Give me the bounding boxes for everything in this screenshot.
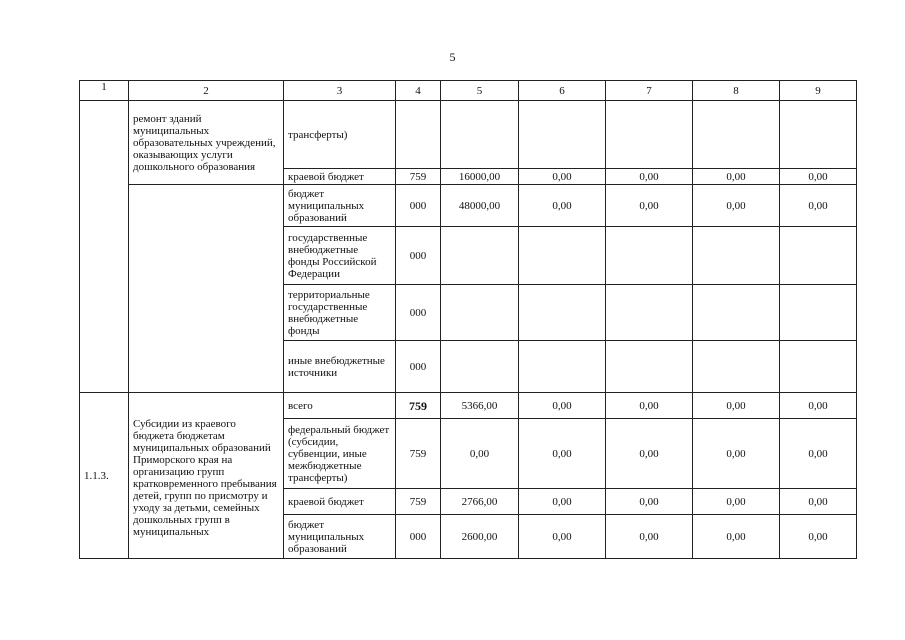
funding-source: бюджет муниципальных образований [284, 185, 396, 227]
value-cell [519, 227, 606, 285]
value-cell [780, 101, 857, 169]
funding-source: краевой бюджет [284, 489, 396, 515]
value-cell: 2600,00 [441, 515, 519, 559]
header-cell: 3 [284, 81, 396, 101]
value-cell: 0,00 [780, 489, 857, 515]
value-cell [780, 341, 857, 393]
page-number: 5 [449, 50, 456, 64]
value-cell: 0,00 [606, 185, 693, 227]
value-cell: 0,00 [693, 393, 780, 419]
value-cell: 0,00 [606, 515, 693, 559]
budget-code: 000 [396, 515, 441, 559]
value-cell [441, 101, 519, 169]
value-cell [606, 341, 693, 393]
budget-code: 000 [396, 227, 441, 285]
value-cell: 48000,00 [441, 185, 519, 227]
funding-source: территориальные государственные внебюджетные фонды [284, 285, 396, 341]
item-description: Субсидии из краевого бюджета бюджетам муниципальных образований Приморского края на организацию групп кратковременного пребывания детей, групп по присмотру и уходу за детьми, семейных дошкольных групп в муниципальных [129, 393, 284, 559]
value-cell: 0,00 [693, 169, 780, 185]
value-cell: 0,00 [606, 419, 693, 489]
value-cell [441, 341, 519, 393]
budget-code: 759 [396, 419, 441, 489]
header-cell: 6 [519, 81, 606, 101]
value-cell: 5366,00 [441, 393, 519, 419]
value-cell: 0,00 [441, 419, 519, 489]
budget-code: 759 [396, 169, 441, 185]
value-cell: 2766,00 [441, 489, 519, 515]
budget-code: 000 [396, 285, 441, 341]
value-cell [693, 101, 780, 169]
value-cell [780, 227, 857, 285]
value-cell: 0,00 [519, 185, 606, 227]
budget-code: 000 [396, 341, 441, 393]
table-row [80, 185, 857, 227]
value-cell: 0,00 [780, 393, 857, 419]
budget-code [396, 101, 441, 169]
value-cell: 0,00 [780, 169, 857, 185]
value-cell: 0,00 [693, 515, 780, 559]
value-cell [519, 285, 606, 341]
item-description-empty [129, 185, 284, 393]
value-cell: 0,00 [606, 169, 693, 185]
value-cell: 0,00 [693, 419, 780, 489]
table-row [80, 393, 857, 419]
header-cell: 9 [780, 81, 857, 101]
value-cell: 0,00 [519, 393, 606, 419]
value-cell: 0,00 [519, 169, 606, 185]
item-number-cell [80, 101, 129, 393]
value-cell [693, 285, 780, 341]
value-cell [780, 285, 857, 341]
value-cell: 0,00 [606, 393, 693, 419]
header-cell: 8 [693, 81, 780, 101]
value-cell [606, 285, 693, 341]
funding-source: всего [284, 393, 396, 419]
budget-code: 000 [396, 185, 441, 227]
value-cell: 0,00 [519, 515, 606, 559]
table-row [80, 101, 857, 169]
value-cell [693, 227, 780, 285]
funding-source: бюджет муниципальных образований [284, 515, 396, 559]
value-cell: 0,00 [693, 185, 780, 227]
value-cell [441, 285, 519, 341]
value-cell: 0,00 [780, 185, 857, 227]
value-cell: 16000,00 [441, 169, 519, 185]
value-cell [519, 341, 606, 393]
funding-source: федеральный бюджет (субсидии, субвенции, иные межбюджетные трансферты) [284, 419, 396, 489]
value-cell [519, 101, 606, 169]
value-cell: 0,00 [519, 419, 606, 489]
value-cell [606, 227, 693, 285]
value-cell [441, 227, 519, 285]
value-cell: 0,00 [693, 489, 780, 515]
budget-code: 759 [396, 489, 441, 515]
budget-table [79, 80, 857, 559]
header-row [80, 81, 857, 101]
funding-source: трансферты) [284, 101, 396, 169]
header-cell: 1 [80, 81, 129, 101]
header-cell: 4 [396, 81, 441, 101]
header-cell: 2 [129, 81, 284, 101]
funding-source: государственные внебюджетные фонды Российской Федерации [284, 227, 396, 285]
value-cell: 0,00 [519, 489, 606, 515]
value-cell [606, 101, 693, 169]
item-description: ремонт зданий муниципальных образовательных учреждений, оказывающих услуги дошкольного образования [129, 101, 284, 185]
header-cell: 5 [441, 81, 519, 101]
header-cell: 7 [606, 81, 693, 101]
value-cell: 0,00 [780, 515, 857, 559]
value-cell: 0,00 [606, 489, 693, 515]
budget-code: 759 [396, 393, 441, 419]
value-cell: 0,00 [780, 419, 857, 489]
funding-source: иные внебюджетные источники [284, 341, 396, 393]
item-number-cell: 1.1.3. [80, 393, 129, 559]
value-cell [693, 341, 780, 393]
funding-source: краевой бюджет [284, 169, 396, 185]
